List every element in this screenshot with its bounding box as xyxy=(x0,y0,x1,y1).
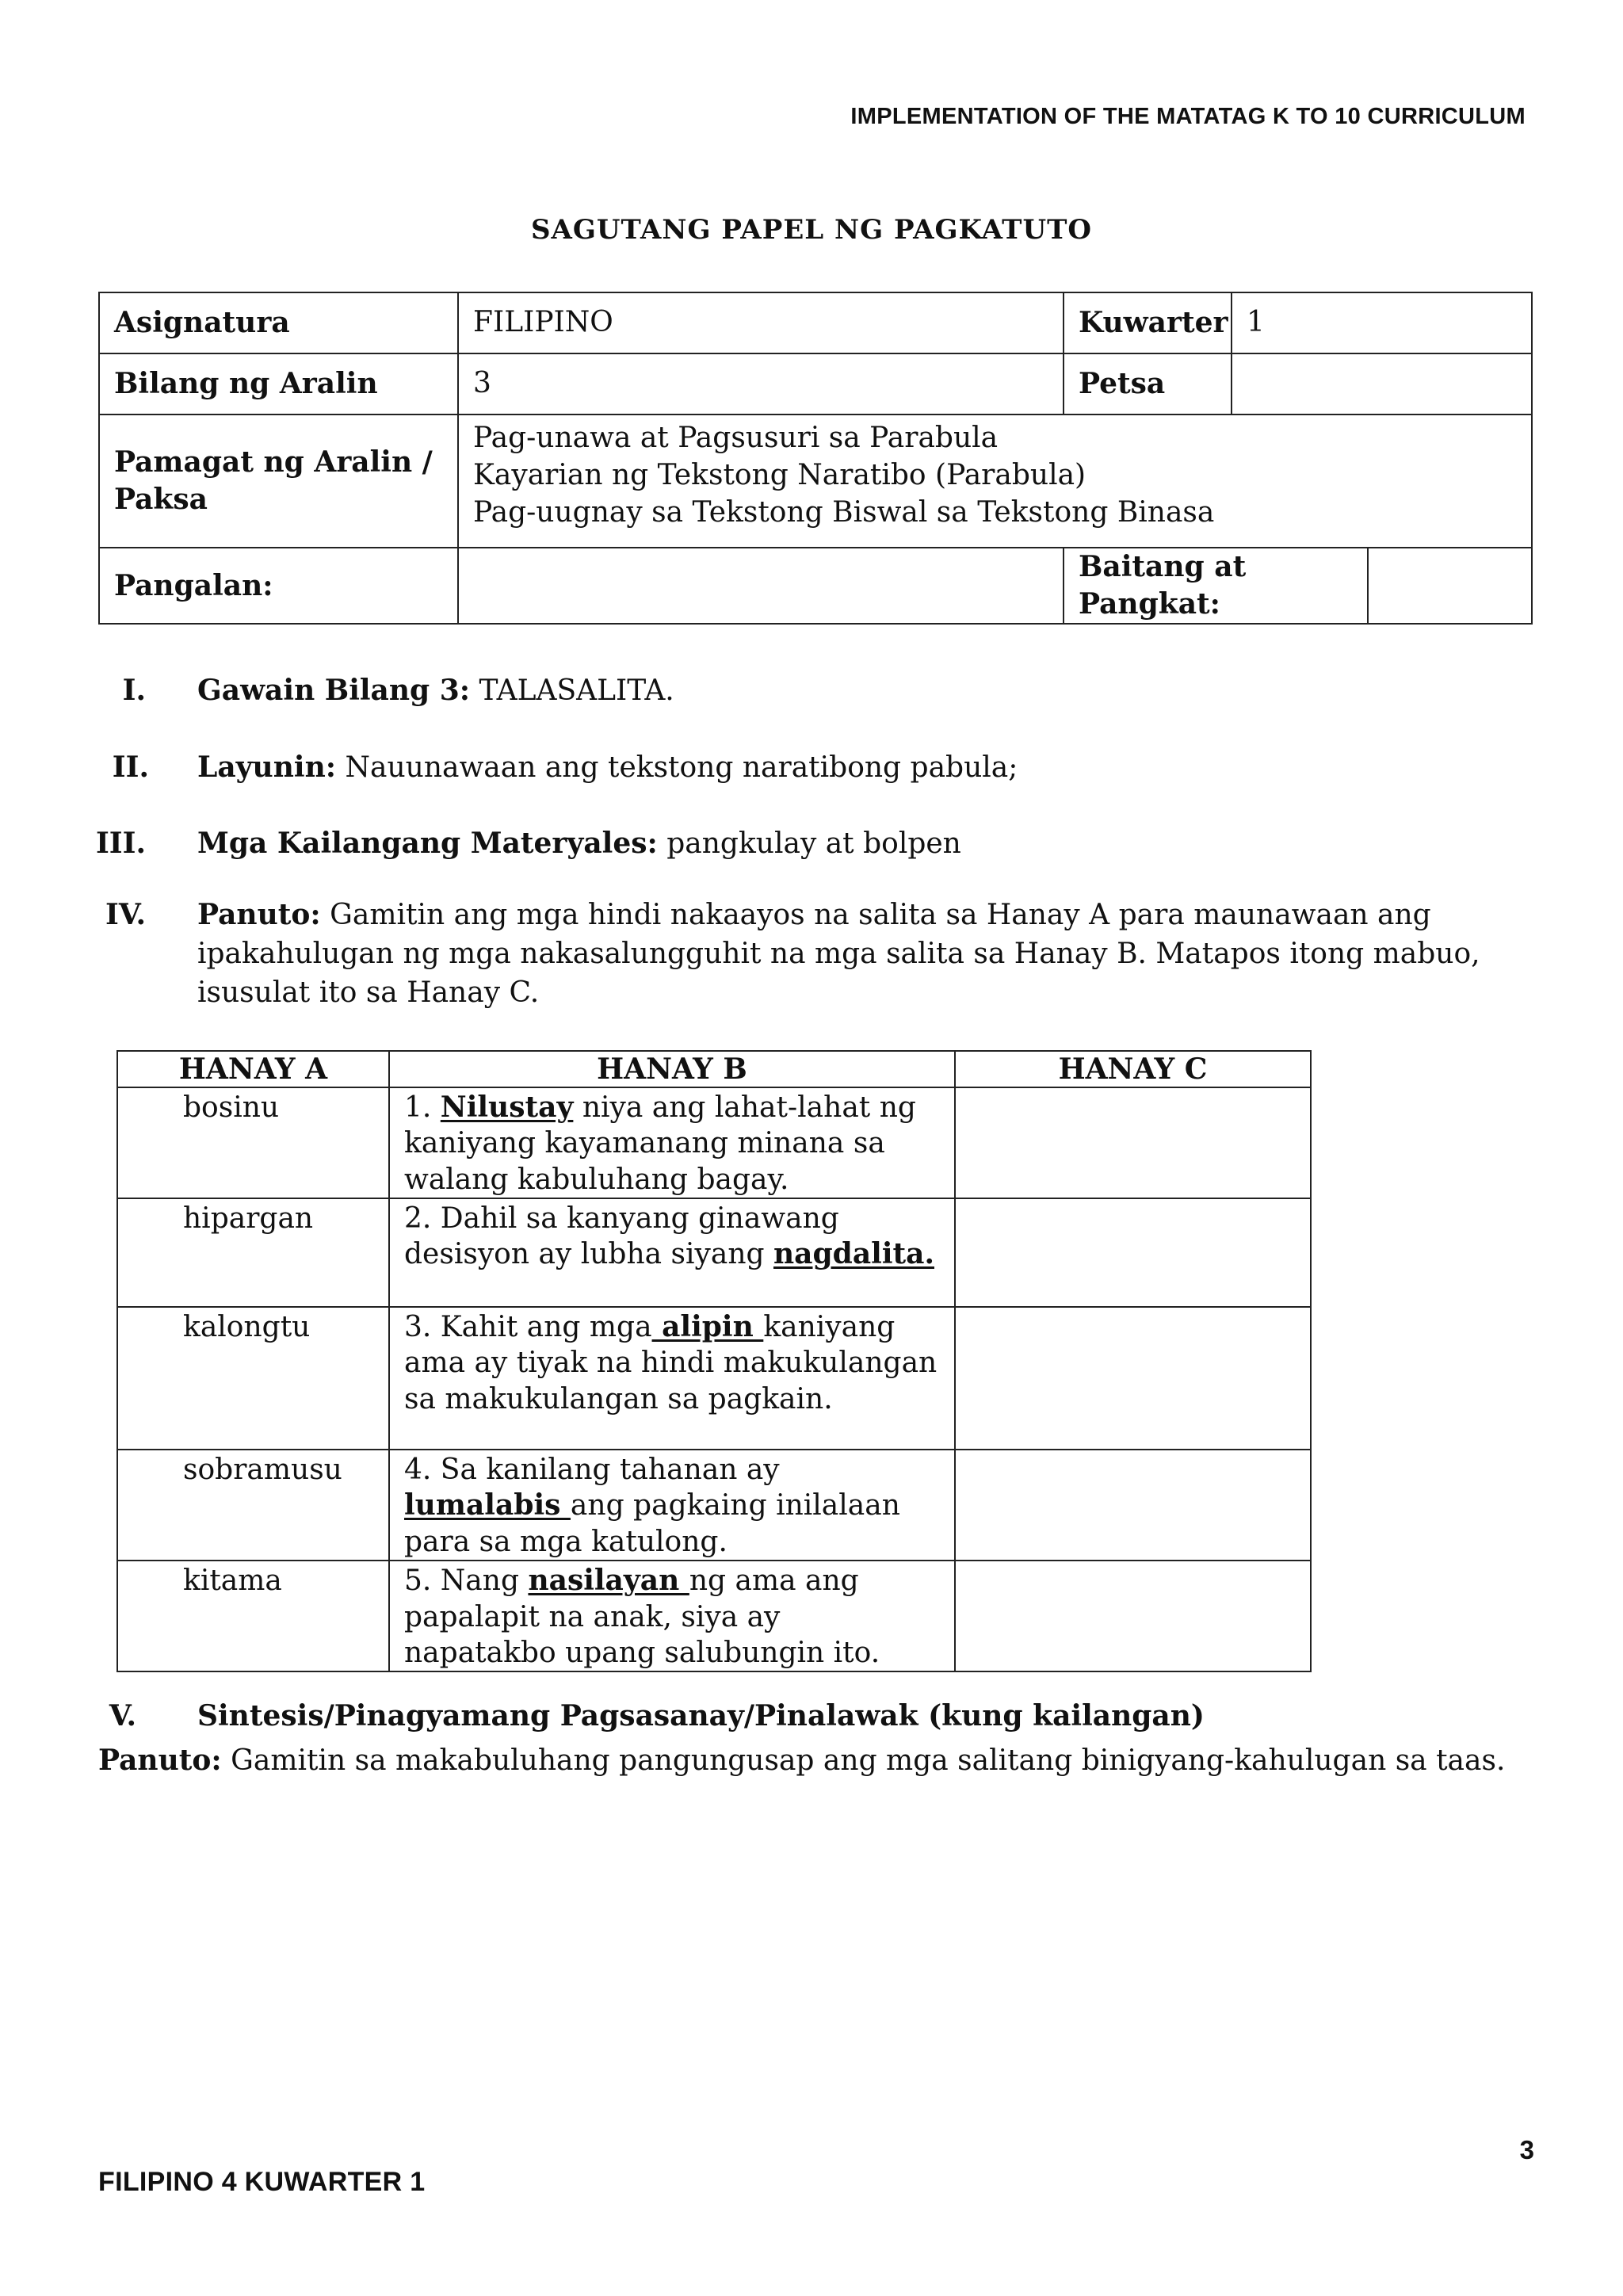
section-iii-body xyxy=(197,823,1529,864)
section-iv-text: Gamitin ang mga hindi nakaayos na salita sa Hanay A para maunawaan ang ipakahulugan ng mga nakasalungguhit na mga salita sa Hanay B. Matapos itong mabuo, isusulat ito sa Hanay C. xyxy=(197,899,1480,1009)
baitang-label xyxy=(1064,548,1368,624)
petsa-field[interactable] xyxy=(1232,353,1532,415)
section-iv-body xyxy=(197,896,1513,1013)
hanay-b-sentence xyxy=(389,1198,955,1307)
hanay-b-header: HANAY B xyxy=(389,1051,955,1087)
sentence-text: ng ama ang papalapit na anak, siya ay napatakbo upang salubungin ito. xyxy=(404,1564,880,1669)
panuto-synthesis-body xyxy=(98,1740,1549,1781)
table-row xyxy=(117,1198,1311,1307)
sentence-text: kaniyang ama ay tiyak na hindi makukulangan sa makukulangan sa pagkain. xyxy=(404,1311,938,1415)
sentence-text: ang pagkaing inilalaan para sa mga katulong. xyxy=(404,1489,900,1558)
underlined-word: alipin xyxy=(651,1310,764,1344)
baitang-label-line-2: Pangkat: xyxy=(1079,587,1220,621)
section-iv-number: IV. xyxy=(105,898,146,931)
hanay-c-header: HANAY C xyxy=(955,1051,1311,1087)
section-v-label: Sintesis/Pinagyamang Pagsasanay/Pinalawak (kung kailangan) xyxy=(197,1699,1205,1733)
section-ii-body xyxy=(197,747,1529,788)
hanay-b-sentence xyxy=(389,1087,955,1198)
pamagat-value xyxy=(458,415,1532,548)
bilang-value: 3 xyxy=(458,353,1064,415)
curriculum-header: IMPLEMENTATION OF THE MATATAG K TO 10 CURRICULUM xyxy=(850,104,1526,129)
panuto-label: Panuto: xyxy=(98,1744,222,1777)
asignatura-value: FILIPINO xyxy=(458,292,1064,353)
section-ii-label: Layunin: xyxy=(197,751,337,784)
sentence-text: 3. Kahit ang mga xyxy=(404,1311,652,1344)
pamagat-line-3: Pag-uugnay sa Tekstong Biswal sa Tekstong Binasa xyxy=(473,495,1215,529)
hanay-a-word: hipargan xyxy=(117,1198,389,1307)
section-i-body xyxy=(197,670,1529,711)
hanay-c-answer-field[interactable] xyxy=(955,1561,1311,1671)
section-v-number: V. xyxy=(109,1699,136,1733)
hanay-c-answer-field[interactable] xyxy=(955,1307,1311,1450)
underlined-word: Nilustay xyxy=(440,1091,574,1124)
section-iii-text: pangkulay at bolpen xyxy=(657,827,961,860)
hanay-b-sentence xyxy=(389,1307,955,1450)
underlined-word: nagdalita. xyxy=(773,1237,935,1271)
table-row xyxy=(117,1561,1311,1671)
table-row xyxy=(117,1307,1311,1450)
hanay-a-word: bosinu xyxy=(117,1087,389,1198)
hanay-c-answer-field[interactable] xyxy=(955,1450,1311,1561)
petsa-label: Petsa xyxy=(1064,353,1232,415)
kuwarter-value: 1 xyxy=(1232,292,1532,353)
bilang-label: Bilang ng Aralin xyxy=(99,353,458,415)
kuwarter-label: Kuwarter xyxy=(1064,292,1232,353)
hanay-a-word: sobramusu xyxy=(117,1450,389,1561)
sentence-text: 4. Sa kanilang tahanan ay xyxy=(404,1454,780,1487)
lesson-info-table xyxy=(98,292,1533,625)
document-title: SAGUTANG PAPEL NG PAGKATUTO xyxy=(530,214,1093,246)
section-ii-number: II. xyxy=(112,751,149,784)
hanay-c-answer-field[interactable] xyxy=(955,1198,1311,1307)
section-i-label: Gawain Bilang 3: xyxy=(197,674,471,707)
hanay-table xyxy=(116,1050,1312,1672)
pamagat-line-2: Kayarian ng Tekstong Naratibo (Parabula) xyxy=(473,458,1086,491)
section-ii-text: Nauunawaan ang tekstong naratibong pabula; xyxy=(336,751,1018,784)
hanay-b-sentence xyxy=(389,1561,955,1671)
pangalan-field[interactable] xyxy=(458,548,1064,624)
sentence-text: 5. Nang xyxy=(404,1564,529,1598)
hanay-a-word: kalongtu xyxy=(117,1307,389,1450)
hanay-a-word: kitama xyxy=(117,1561,389,1671)
asignatura-label: Asignatura xyxy=(99,292,458,353)
pamagat-label-line-2: Paksa xyxy=(114,483,208,516)
pamagat-label-line-1: Pamagat ng Aralin / xyxy=(114,445,433,479)
section-iv-label: Panuto: xyxy=(197,898,321,931)
table-row xyxy=(117,1450,1311,1561)
baitang-label-line-1: Baitang at xyxy=(1079,550,1247,584)
pamagat-line-1: Pag-unawa at Pagsusuri sa Parabula xyxy=(473,422,999,454)
sentence-text: niya ang lahat-lahat ng kaniyang kayamanang minana sa walang kabuluhang bagay. xyxy=(404,1091,916,1196)
section-i-number: I. xyxy=(122,674,146,707)
section-i-text: TALASALITA. xyxy=(470,674,674,707)
hanay-a-header: HANAY A xyxy=(117,1051,389,1087)
page-number: 3 xyxy=(1519,2135,1534,2164)
panuto-text: Gamitin sa makabuluhang pangungusap ang mga salitang binigyang-kahulugan sa taas. xyxy=(221,1744,1506,1777)
pangalan-label: Pangalan: xyxy=(99,548,458,624)
section-iii-label: Mga Kailangang Materyales: xyxy=(197,827,658,860)
section-v-body xyxy=(197,1696,1529,1736)
underlined-word: nasilayan xyxy=(528,1564,689,1598)
section-iii-number: III. xyxy=(95,827,146,860)
baitang-field[interactable] xyxy=(1368,548,1532,624)
underlined-word: lumalabis xyxy=(404,1488,571,1522)
sentence-text: 1. xyxy=(404,1091,441,1124)
hanay-b-sentence xyxy=(389,1450,955,1561)
footer-label: FILIPINO 4 KUWARTER 1 xyxy=(98,2167,426,2197)
hanay-c-answer-field[interactable] xyxy=(955,1087,1311,1198)
pamagat-label xyxy=(99,415,458,548)
table-row xyxy=(117,1087,1311,1198)
sentence-text: 2. Dahil sa kanyang ginawang desisyon ay lubha siyang xyxy=(404,1202,839,1271)
